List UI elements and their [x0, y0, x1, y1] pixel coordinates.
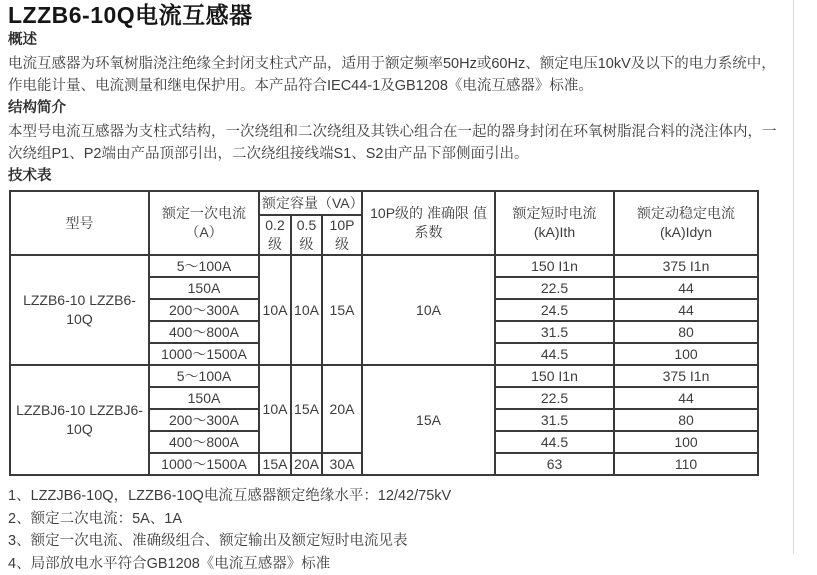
section-heading-overview: 概述 — [8, 32, 817, 49]
header-class-0-5: 0.5级 — [291, 215, 322, 255]
idyn-cell: 100 — [614, 343, 758, 365]
overview-paragraph: 电流互感器为环氧树脂浇注绝缘全封闭支柱式产品，适用于额定频率50Hz或60Hz、额定电压10kV及以下的电力系统中，作电能计量、电流测量和继电保护用。本产品符合IEC44-1及GB1208《电流互感器》标准。 — [8, 53, 787, 97]
range-cell: 400～800A — [149, 321, 259, 343]
section-heading-table: 技术表 — [8, 168, 817, 185]
ith-cell: 31.5 — [495, 321, 614, 343]
idyn-cell: 80 — [614, 321, 758, 343]
note-item: 4、局部放电水平符合GB1208《电流互感器》标准 — [8, 553, 817, 575]
ith-cell: 150 I1n — [495, 365, 614, 387]
range-cell: 400～800A — [149, 431, 259, 453]
model-cell: LZZB6-10 LZZB6-10Q — [10, 255, 149, 365]
spec-table — [9, 190, 759, 476]
ith-cell: 24.5 — [495, 299, 614, 321]
section-heading-structure: 结构简介 — [8, 100, 817, 117]
table-header-row — [10, 191, 758, 215]
idyn-cell: 44 — [614, 277, 758, 299]
limit-cell: 15A — [362, 365, 495, 475]
structure-paragraph: 本型号电流互感器为支柱式结构，一次绕组和二次绕组及其铁心组合在一起的器身封闭在环氧树脂混合料的浇注体内，一次绕组P1、P2端由产品顶部引出，二次绕组接线端S1、S2由产品下部侧面引出。 — [8, 121, 787, 165]
range-cell: 5～100A — [149, 365, 259, 387]
table-row — [10, 255, 758, 277]
header-accuracy-limit-factor: 10P级的 准确限 值系数 — [362, 191, 495, 255]
header-class-10p: 10P级 — [322, 215, 362, 255]
header-model: 型号 — [10, 191, 149, 255]
ith-cell: 22.5 — [495, 387, 614, 409]
header-dynamic-stable-current: 额定动稳定电流 (kA)Idyn — [614, 191, 758, 255]
capacity-05-cell: 10A — [291, 255, 322, 365]
idyn-cell: 100 — [614, 431, 758, 453]
range-cell: 5～100A — [149, 255, 259, 277]
capacity-02-cell: 10A — [259, 255, 291, 365]
range-cell: 150A — [149, 387, 259, 409]
capacity-10p-cell: 20A — [322, 365, 362, 453]
idyn-cell: 110 — [614, 453, 758, 475]
range-cell: 150A — [149, 277, 259, 299]
ith-cell: 22.5 — [495, 277, 614, 299]
idyn-cell: 375 I1n — [614, 365, 758, 387]
ith-cell: 44.5 — [495, 343, 614, 365]
idyn-cell: 44 — [614, 387, 758, 409]
idyn-cell: 375 I1n — [614, 255, 758, 277]
limit-cell: 10A — [362, 255, 495, 365]
header-rated-capacity: 额定容量（VA） — [259, 191, 362, 215]
page-right-border — [793, 0, 794, 554]
idyn-cell: 44 — [614, 299, 758, 321]
note-item: 1、LZZJB6-10Q，LZZB6-10Q电流互感器额定绝缘水平：12/42/75kV — [8, 485, 817, 508]
capacity-02-cell: 15A — [259, 453, 291, 475]
model-cell: LZZBJ6-10 LZZBJ6-10Q — [10, 365, 149, 475]
page-title: LZZB6-10Q电流互感器 — [8, 3, 817, 28]
range-cell: 1000～1500A — [149, 453, 259, 475]
ith-cell: 31.5 — [495, 409, 614, 431]
note-item: 2、额定二次电流：5A、1A — [8, 508, 817, 531]
capacity-05-cell: 20A — [291, 453, 322, 475]
header-class-0-2: 0.2级 — [259, 215, 291, 255]
range-cell: 200～300A — [149, 299, 259, 321]
ith-cell: 150 I1n — [495, 255, 614, 277]
notes-list — [8, 485, 817, 575]
header-primary-current: 额定一次电流（A） — [149, 191, 259, 255]
range-cell: 200～300A — [149, 409, 259, 431]
table-row — [10, 365, 758, 387]
ith-cell: 44.5 — [495, 431, 614, 453]
capacity-10p-cell: 15A — [322, 255, 362, 365]
note-item: 3、额定一次电流、准确级组合、额定输出及额定短时电流见表 — [8, 530, 817, 553]
range-cell: 1000～1500A — [149, 343, 259, 365]
capacity-02-cell: 10A — [259, 365, 291, 453]
ith-cell: 63 — [495, 453, 614, 475]
idyn-cell: 80 — [614, 409, 758, 431]
capacity-10p-cell: 30A — [322, 453, 362, 475]
capacity-05-cell: 15A — [291, 365, 322, 453]
header-short-time-current: 额定短时电流 (kA)Ith — [495, 191, 614, 255]
